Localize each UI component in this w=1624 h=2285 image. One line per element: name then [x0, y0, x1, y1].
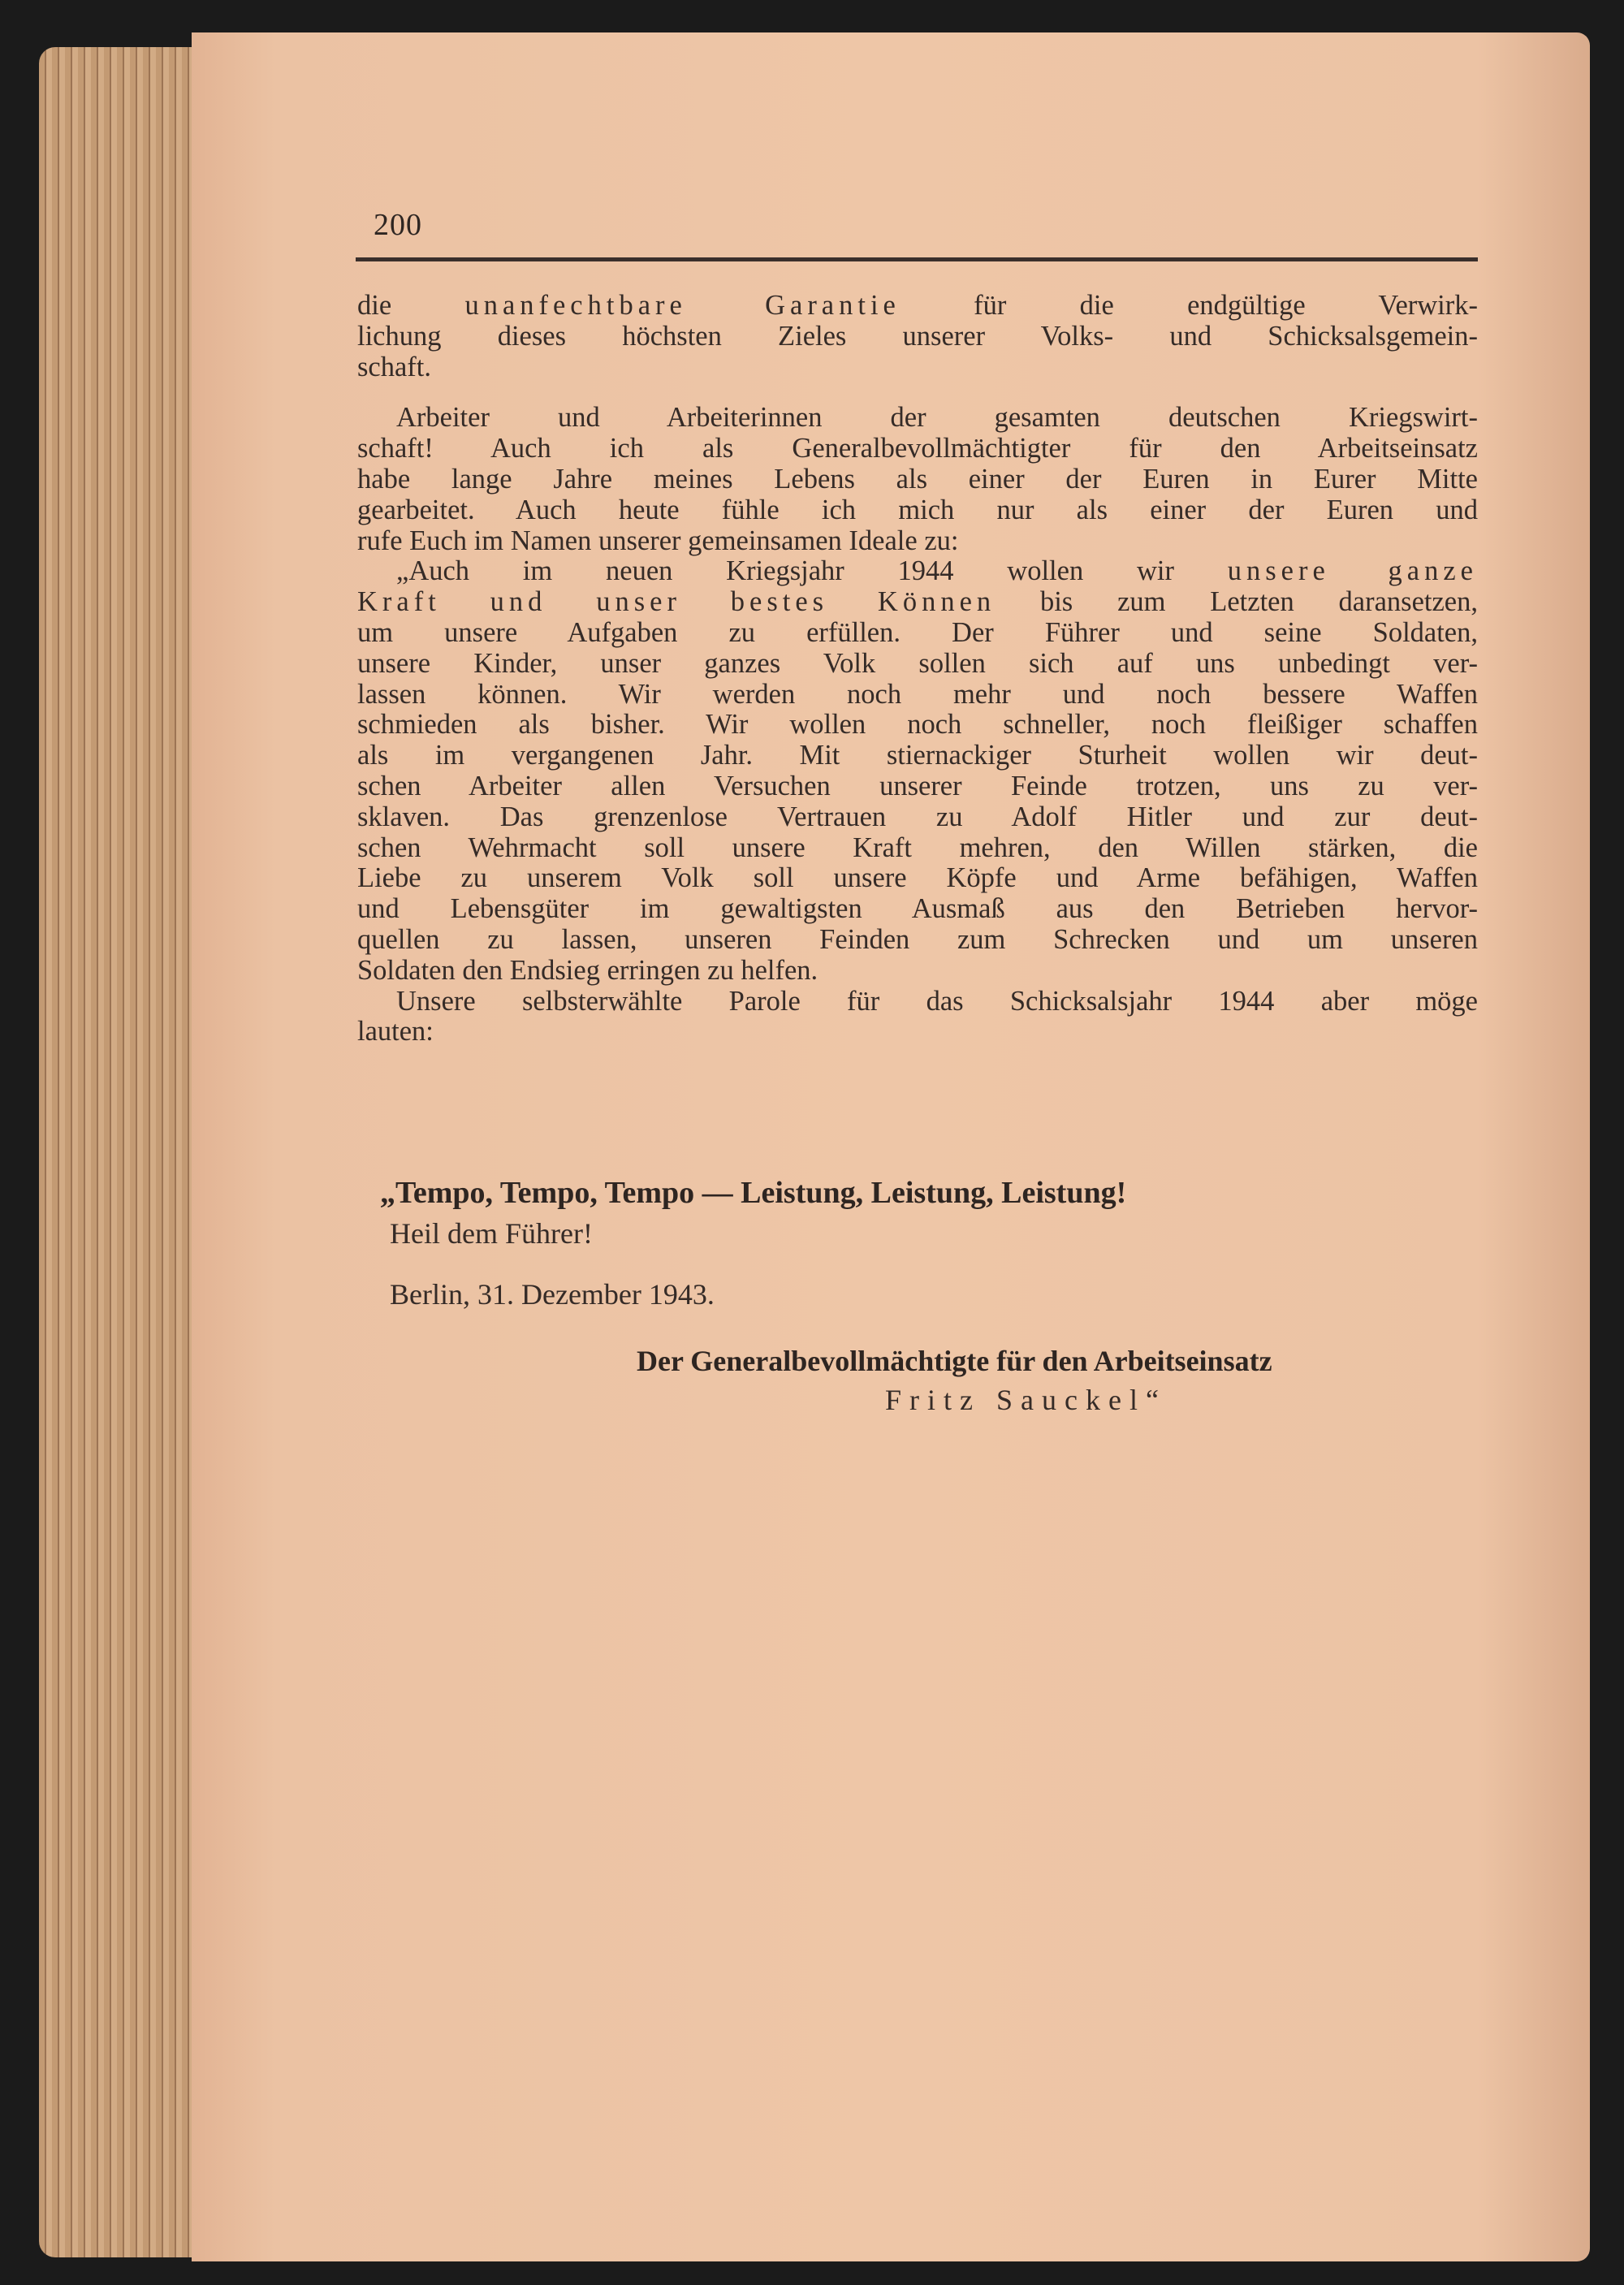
- text-line: Unsere selbsterwählte Parole für das Schicksalsjahr 1944 aber möge: [396, 985, 1478, 1017]
- text-line: schmieden als bisher. Wir wollen noch schneller, noch fleißiger schaffen: [357, 709, 1478, 741]
- motto: „Tempo, Tempo, Tempo — Leistung, Leistung, Leistung!: [380, 1176, 1127, 1210]
- text-line: sklaven. Das grenzenlose Vertrauen zu Adolf Hitler und zur deut-: [357, 801, 1478, 832]
- salute: Heil dem Führer!: [390, 1217, 593, 1250]
- spaced-emphasis: unanfechtbare Garantie: [464, 290, 901, 321]
- text-line: rufe Euch im Namen unserer gemeinsamen Ideale zu:: [357, 525, 959, 556]
- page-edges: [39, 47, 201, 2257]
- text-line: „Auch im neuen Kriegsjahr 1944 wollen wir unsere ganze: [396, 555, 1478, 587]
- signature-title: Der Generalbevollmächtigte für den Arbeitseinsatz: [637, 1345, 1272, 1377]
- text-line: gearbeitet. Auch heute fühle ich mich nur als einer der Euren und: [357, 494, 1478, 525]
- text-line: die unanfechtbare Garantie für die endgültige Verwirk-: [357, 290, 1478, 321]
- spaced-emphasis: Kraft und unser bestes Können: [357, 586, 996, 618]
- text-line: schaft.: [357, 351, 432, 382]
- text-line: unsere Kinder, unser ganzes Volk sollen sich auf uns unbedingt ver-: [357, 647, 1478, 679]
- text-line: quellen zu lassen, unseren Feinden zum Schrecken und um unseren: [357, 923, 1478, 955]
- text-line: schen Wehrmacht soll unsere Kraft mehren, den Willen stärken, die: [357, 831, 1478, 863]
- page-number: 200: [374, 208, 422, 242]
- dateline: Berlin, 31. Dezember 1943.: [390, 1278, 715, 1311]
- text-line: Arbeiter und Arbeiterinnen der gesamten deutschen Kriegswirt-: [396, 402, 1478, 434]
- text-line: Liebe zu unserem Volk soll unsere Köpfe und Arme befähigen, Waffen: [357, 862, 1478, 894]
- text-line: lauten:: [357, 1016, 434, 1047]
- text-line: schen Arbeiter allen Versuchen unserer Feinde trotzen, uns zu ver-: [357, 770, 1478, 801]
- text-line: Soldaten den Endsieg erringen zu helfen.: [357, 954, 818, 986]
- text-line: lassen können. Wir werden noch mehr und noch bessere Waffen: [357, 678, 1478, 710]
- signature-name: Fritz Sauckel“: [885, 1384, 1167, 1416]
- text-line: um unsere Aufgaben zu erfüllen. Der Führer und seine Soldaten,: [357, 616, 1478, 648]
- body-text: [357, 291, 1478, 1047]
- text-line: schaft! Auch ich als Generalbevollmächtigter für den Arbeitseinsatz: [357, 433, 1478, 464]
- text-line: und Lebensgüter im gewaltigsten Ausmaß aus den Betrieben hervor-: [357, 893, 1478, 925]
- text-line: Kraft und unser bestes Können bis zum Letzten daransetzen,: [357, 586, 1478, 618]
- header-rule: [356, 257, 1478, 261]
- text-line: als im vergangenen Jahr. Mit stiernackiger Sturheit wollen wir deut-: [357, 740, 1478, 771]
- text-line: habe lange Jahre meines Lebens als einer der Euren in Eurer Mitte: [357, 463, 1478, 495]
- text-line: lichung dieses höchsten Zieles unserer Volks- und Schicksalsgemein-: [357, 320, 1478, 352]
- spaced-emphasis: unsere ganze: [1227, 555, 1478, 587]
